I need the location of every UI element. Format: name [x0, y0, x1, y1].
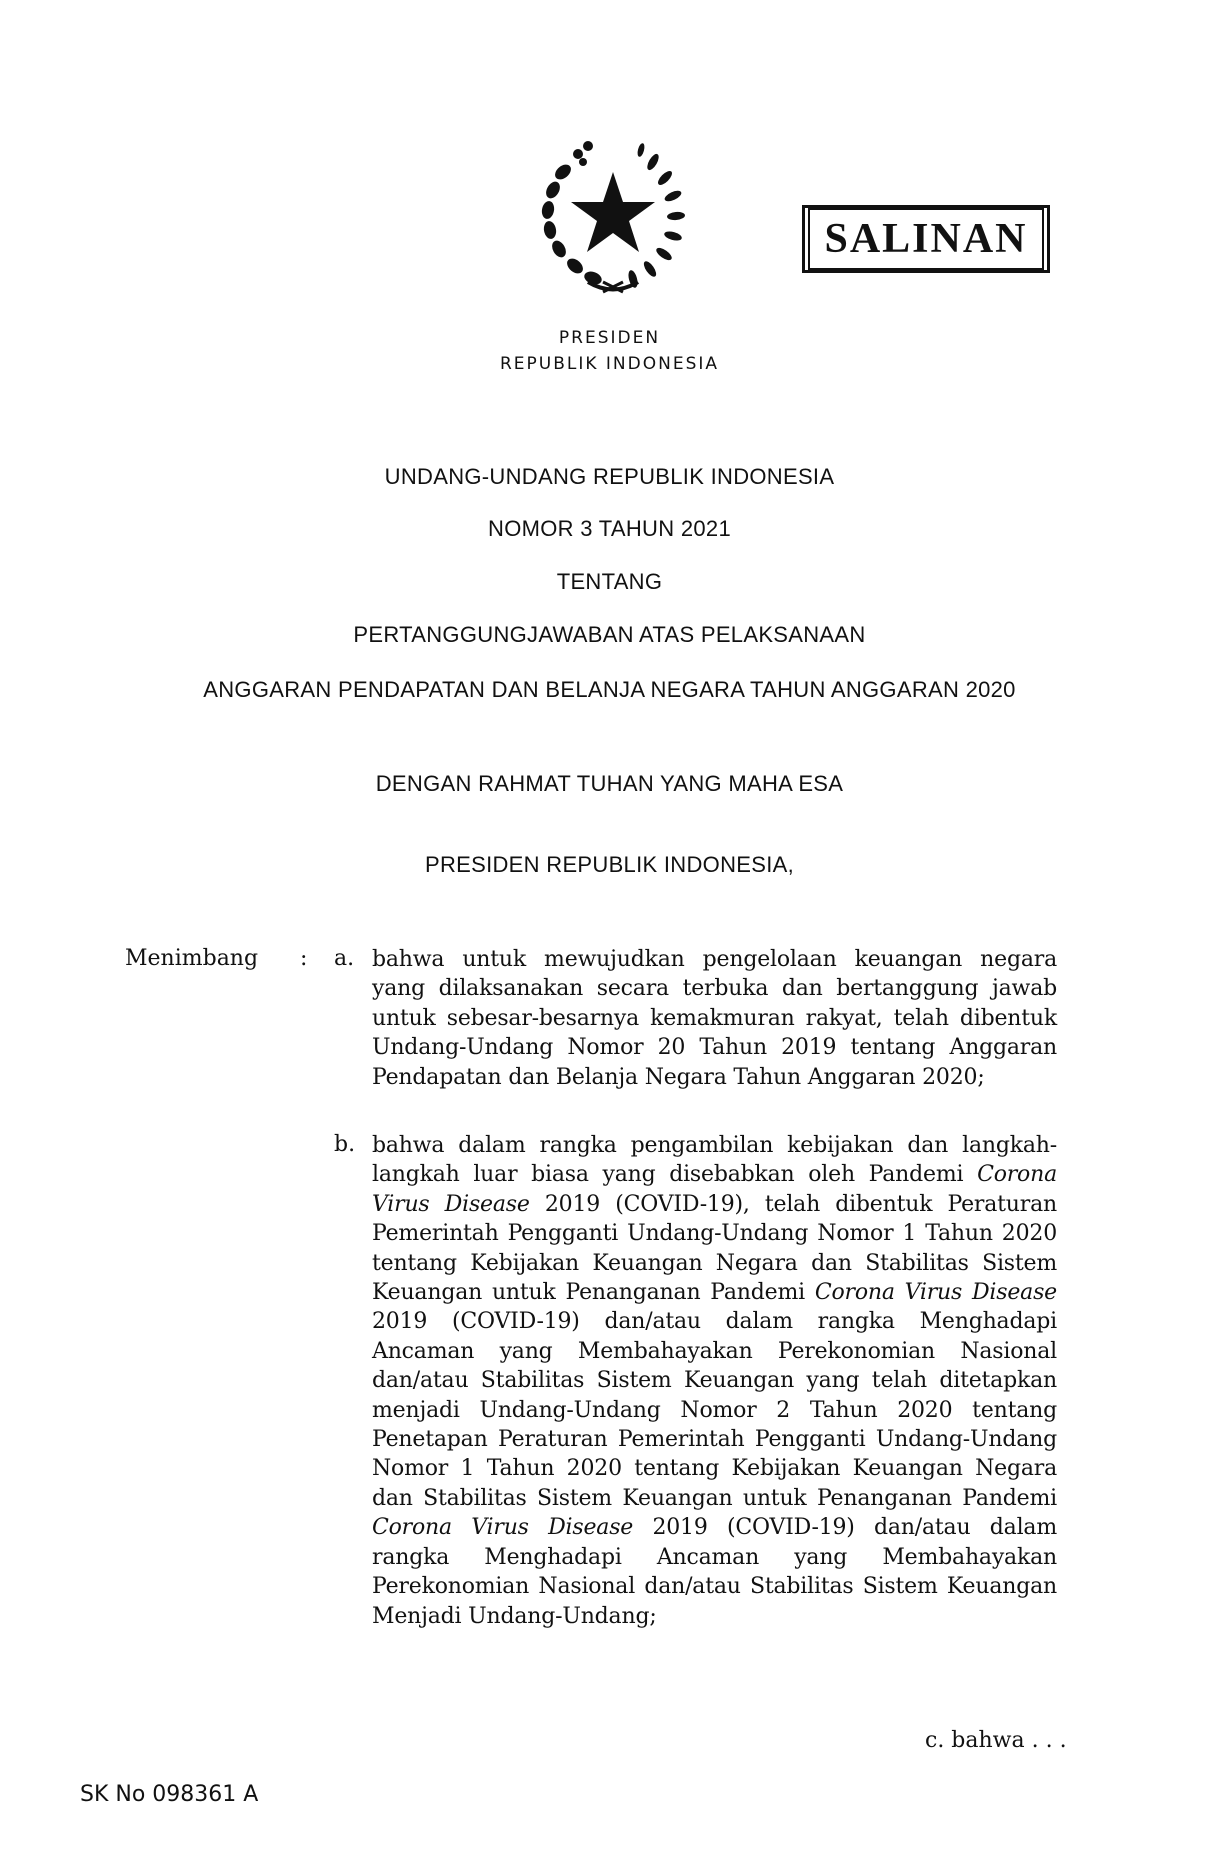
continuation-marker: c. bahwa . . .: [925, 1728, 1067, 1753]
menimbang-colon: :: [300, 946, 308, 971]
law-title: UNDANG-UNDANG REPUBLIK INDONESIA: [384, 464, 835, 489]
consideration-b-italic: Corona Virus Disease: [814, 1280, 1057, 1306]
law-subject-line1: PERTANGGUNGJAWABAN ATAS PELAKSANAAN: [353, 622, 866, 647]
law-tentang: TENTANG: [556, 569, 663, 594]
seal-caption-republik: REPUBLIK INDONESIA: [499, 354, 720, 374]
consideration-b-part: 2019 (COVID-19), telah dibentuk Peraturan Pemerintah Pengganti Undang-Undang Nomor 1 Tahun 2020 tentang Kebijakan Keuangan Negara dan Stabilitas Sistem Keuangan untuk Penanganan Pandemi: [372, 1191, 1057, 1306]
consideration-b-part: 2019 (COVID-19) dan/atau dalam rangka Menghadapi Ancaman yang Membahayakan Perekonomian Nasional dan/atau Stabilitas Sistem Keuangan Menjadi Undang-Undang;: [372, 1515, 1057, 1629]
consideration-a-letter: a.: [334, 946, 355, 971]
law-number: NOMOR 3 TAHUN 2021: [488, 516, 731, 541]
garuda-emblem-icon: [533, 132, 693, 300]
consideration-b-text: [372, 1131, 1057, 1631]
consideration-b-letter: b.: [334, 1132, 356, 1157]
preamble-president: PRESIDEN REPUBLIK INDONESIA,: [424, 852, 795, 877]
preamble-blessing: DENGAN RAHMAT TUHAN YANG MAHA ESA: [375, 771, 844, 796]
seal-caption-presiden: PRESIDEN: [558, 328, 661, 348]
consideration-b-italic: Corona Virus Disease: [372, 1162, 1057, 1217]
menimbang-label: Menimbang: [125, 946, 259, 971]
consideration-b-part: bahwa dalam rangka pengambilan kebijakan dan langkah-langkah luar biasa yang disebabkan oleh Pandemi: [372, 1133, 1057, 1188]
consideration-b-italic: Corona Virus Disease: [372, 1515, 634, 1541]
salinan-label: SALINAN: [808, 208, 1043, 270]
law-subject-line2: ANGGARAN PENDAPATAN DAN BELANJA NEGARA TAHUN ANGGARAN 2020: [203, 677, 1016, 702]
consideration-b-part: 2019 (COVID-19) dan/atau dalam rangka Menghadapi Ancaman yang Membahayakan Perekonomian Nasional dan/atau Stabilitas Sistem Keuangan yang telah ditetapkan menjadi Undang-Undang Nomor 2 Tahun 2020 tentang Penetapan Peraturan Pemerintah Pengganti Undang-Undang Nomor 1 Tahun 2020 tentang Kebijakan Keuangan Negara dan Stabilitas Sistem Keuangan untuk Penanganan Pandemi: [372, 1309, 1057, 1511]
consideration-a-text: bahwa untuk mewujudkan pengelolaan keuangan negara yang dilaksanakan secara terbuka dan bertanggung jawab untuk sebesar-besarnya kemakmuran rakyat, telah dibentuk Undang-Undang Nomor 20 Tahun 2019 tentang Anggaran Pendapatan dan Belanja Negara Tahun Anggaran 2020;: [372, 947, 1057, 1090]
salinan-badge: [802, 205, 1050, 273]
document-code: SK No 098361 A: [80, 1782, 259, 1807]
